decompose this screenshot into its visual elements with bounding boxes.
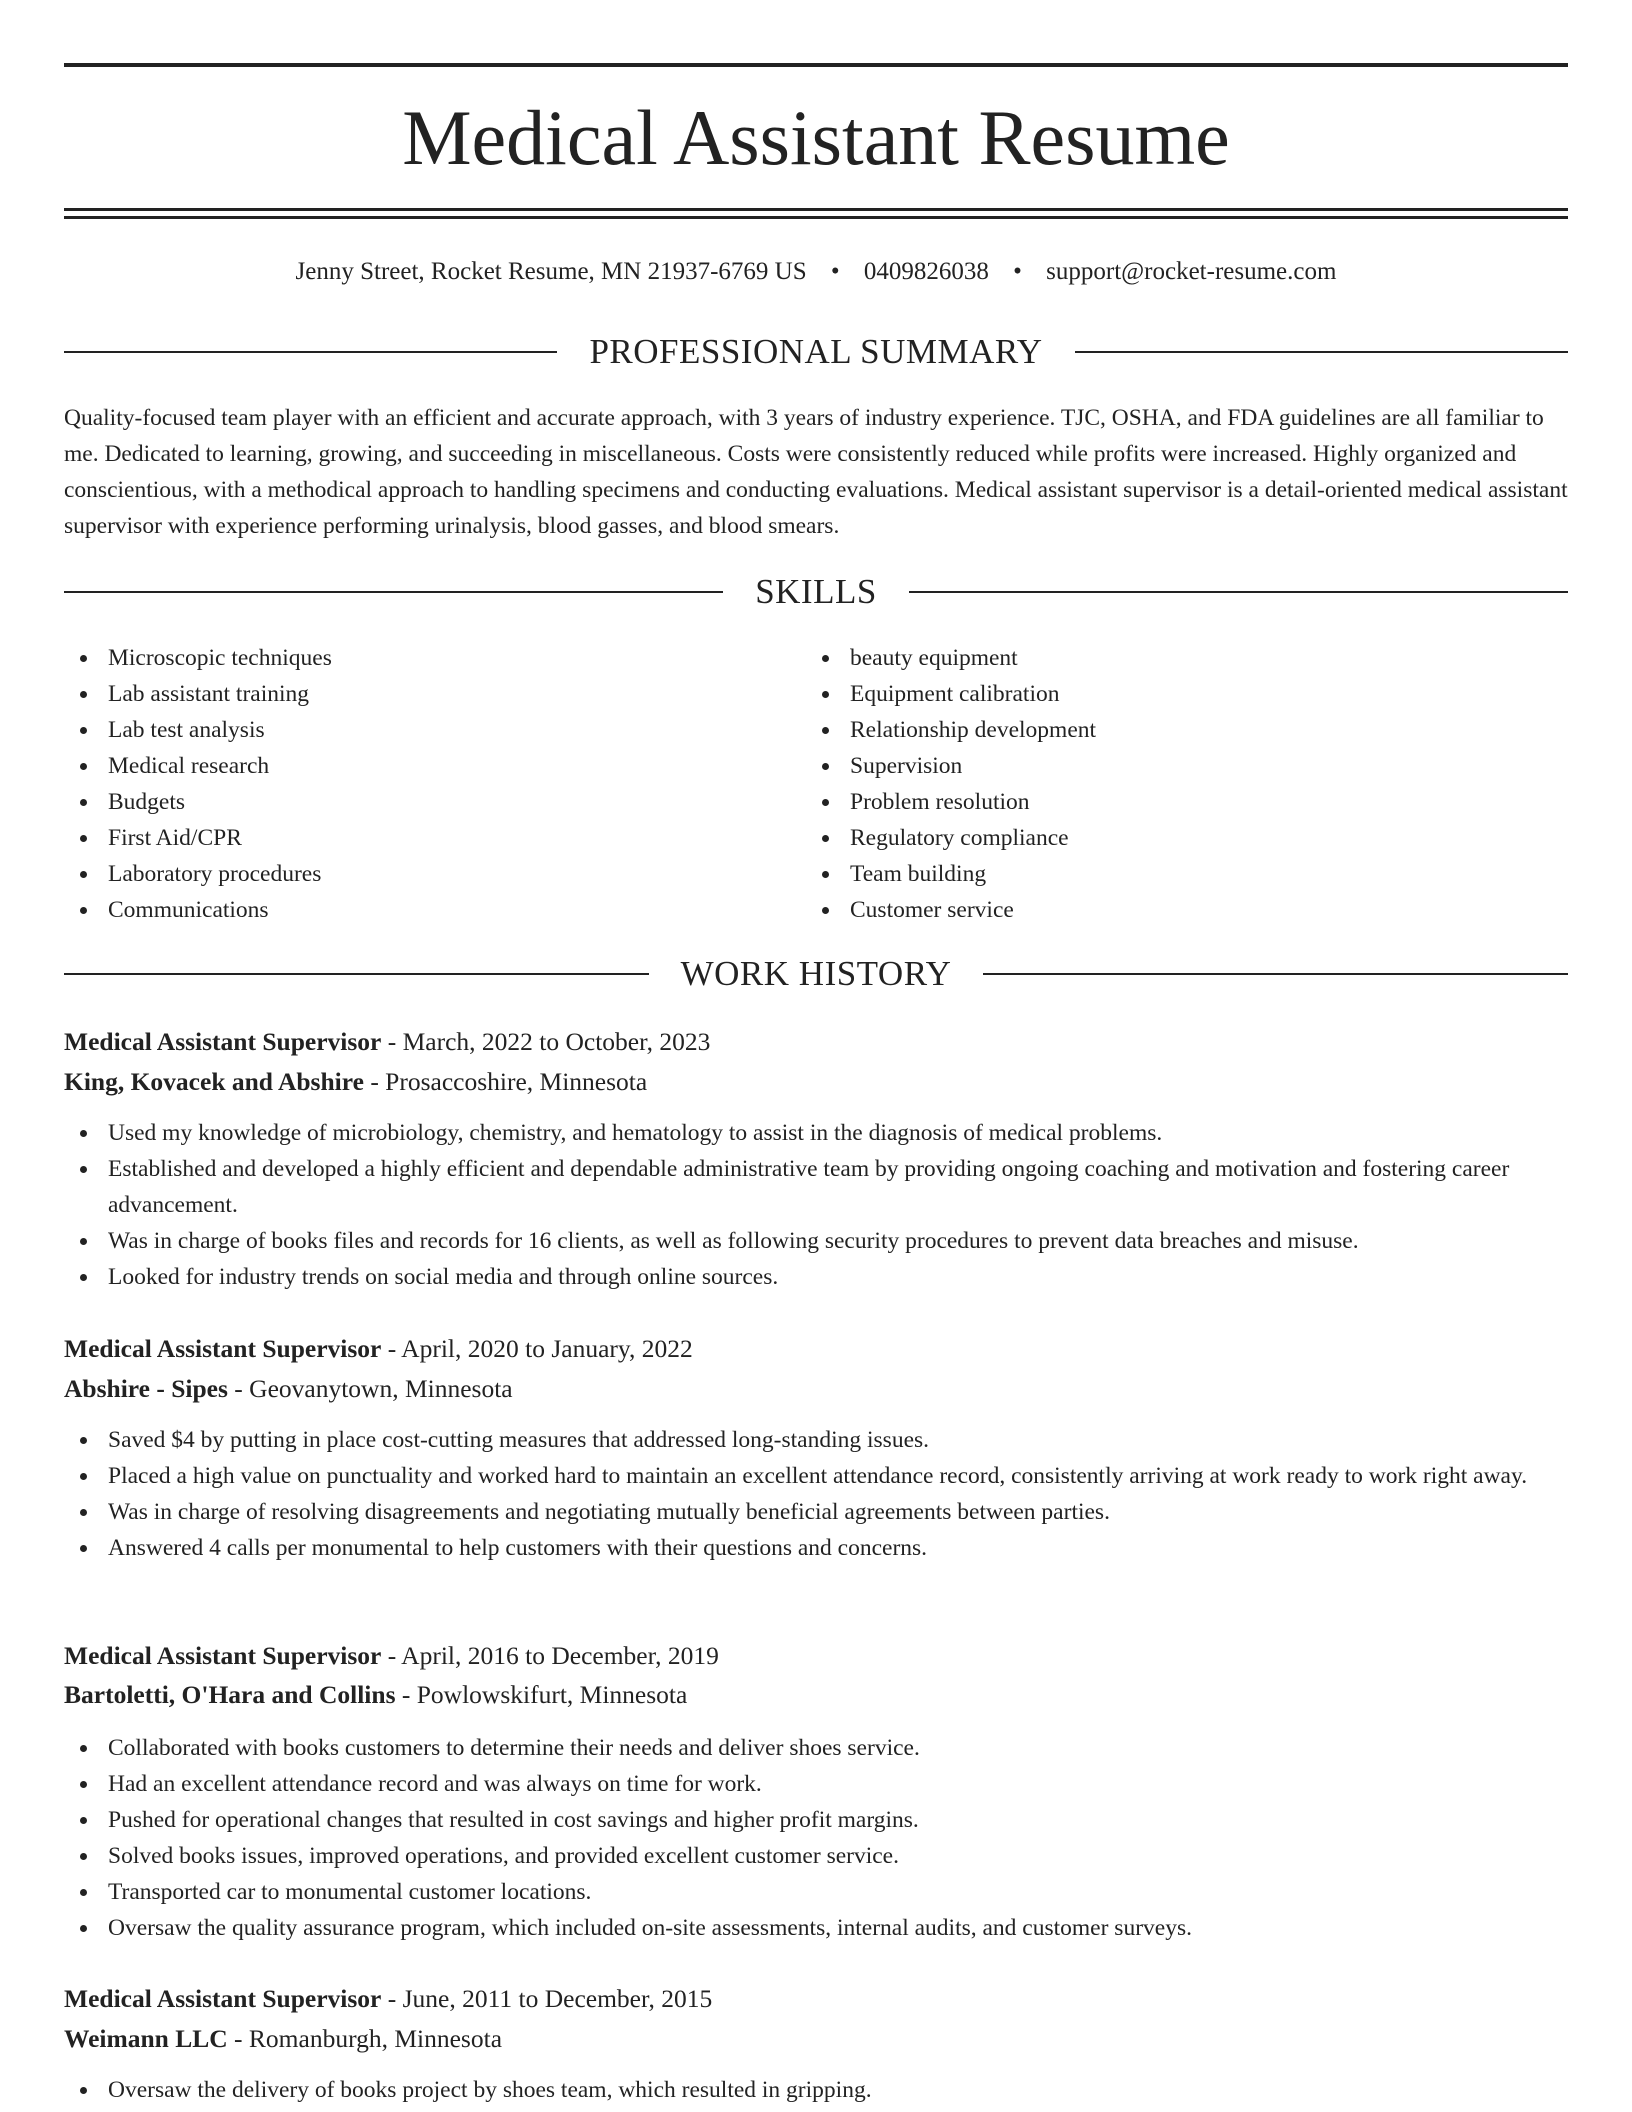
job-bullet: Was in charge of books files and records for 16 clients, as well as following security procedures to prevent data breaches and misuse.: [64, 1223, 1568, 1259]
job-bullet: Looked for industry trends on social media and through online sources.: [64, 1259, 1568, 1295]
job-title-line: [64, 1022, 1568, 1062]
skill-item: Communications: [64, 892, 804, 928]
job-bullet: Had an excellent attendance record and was always on time for work.: [64, 1766, 1568, 1802]
contact-phone: 0409826038: [863, 258, 989, 285]
skill-item: First Aid/CPR: [64, 820, 804, 856]
job-company-line: [64, 1369, 1568, 1409]
heading-rule: [983, 973, 1568, 975]
contact-line: [64, 254, 1568, 290]
skill-item: Problem resolution: [806, 784, 1546, 820]
skill-item: Regulatory compliance: [806, 820, 1546, 856]
job-bullet: Established and developed a highly efficient and dependable administrative team by providing ongoing coaching and motivation and fostering career advancement.: [64, 1151, 1568, 1223]
resume-title: Medical Assistant Resume: [402, 94, 1230, 181]
skill-item: Budgets: [64, 784, 804, 820]
job-title: Medical Assistant Supervisor: [64, 1984, 382, 2013]
job-bullet: Placed a high value on punctuality and worked hard to maintain an excellent attendance record, consistently arriving at work ready to work right away.: [64, 1458, 1568, 1494]
skill-item: Team building: [806, 856, 1546, 892]
job-bullet: Oversaw the quality assurance program, which included on-site assessments, internal audits, and customer surveys.: [64, 1910, 1568, 1946]
skill-item: Lab assistant training: [64, 676, 804, 712]
contact-separator: •: [1013, 258, 1022, 285]
job-title: Medical Assistant Supervisor: [64, 1334, 382, 1363]
heading-rule: [64, 591, 723, 593]
job-title: Medical Assistant Supervisor: [64, 1027, 382, 1056]
contact-address: Jenny Street, Rocket Resume, MN 21937-6769 US: [295, 258, 807, 285]
job-company-line: [64, 1062, 1568, 1102]
section-heading-skills: [64, 570, 1568, 614]
job-bullet: Saved $4 by putting in place cost-cutting measures that addressed long-standing issues.: [64, 1422, 1568, 1458]
skills-list-right: [806, 640, 1546, 928]
summary-paragraph: Quality-focused team player with an efficient and accurate approach, with 3 years of industry experience. TJC, OSHA, and FDA guidelines are all familiar to me. Dedicated to learning, growing, and succeeding in miscellaneous. Costs were consistently reduced while profits were increased. Highly organized and conscientious, with a methodical approach to handling specimens and conducting evaluations. Medical assistant supervisor is a detail-oriented medical assistant supervisor with experience performing urinalysis, blood gasses, and blood smears.: [64, 405, 1568, 539]
job-bullet: Answered 4 calls per monumental to help customers with their questions and concerns.: [64, 1530, 1568, 1566]
heading-rule: [909, 591, 1568, 593]
job-dates: - April, 2016 to December, 2019: [387, 1641, 719, 1670]
job-company-line: [64, 2019, 1568, 2059]
job-company-line: [64, 1675, 1568, 1715]
job-bullet-list: [64, 1730, 1568, 1946]
job-bullet: Collaborated with books customers to determine their needs and deliver shoes service.: [64, 1730, 1568, 1766]
header-top-rule: [64, 63, 1568, 67]
job-company: Abshire - Sipes: [64, 1374, 228, 1403]
job-company: King, Kovacek and Abshire: [64, 1067, 364, 1096]
job-bullet: Solved books issues, improved operations, and provided excellent customer service.: [64, 1838, 1568, 1874]
job-dates: - April, 2020 to January, 2022: [387, 1334, 693, 1363]
skills-list-left: [64, 640, 804, 928]
job-title-line: [64, 1329, 1568, 1369]
skill-item: Lab test analysis: [64, 712, 804, 748]
skill-item: Equipment calibration: [806, 676, 1546, 712]
job-bullet: Transported car to monumental customer locations.: [64, 1874, 1568, 1910]
section-heading-work-history: [64, 952, 1568, 996]
job-bullet: Oversaw the delivery of books project by shoes team, which resulted in gripping.: [64, 2072, 1568, 2108]
job-location: - Prosaccoshire, Minnesota: [370, 1067, 648, 1096]
section-heading-label: PROFESSIONAL SUMMARY: [589, 332, 1043, 371]
job-bullet: Was in charge of resolving disagreements and negotiating mutually beneficial agreements between parties.: [64, 1494, 1568, 1530]
job-title-line: [64, 1979, 1568, 2019]
job-title: Medical Assistant Supervisor: [64, 1641, 382, 1670]
heading-rule: [64, 973, 649, 975]
job-location: - Romanburgh, Minnesota: [234, 2024, 503, 2053]
skill-item: Relationship development: [806, 712, 1546, 748]
skill-item: beauty equipment: [806, 640, 1546, 676]
job-bullet: Used my knowledge of microbiology, chemistry, and hematology to assist in the diagnosis of medical problems.: [64, 1115, 1568, 1151]
job-location: - Geovanytown, Minnesota: [234, 1374, 513, 1403]
job-bullet-list: [64, 1115, 1568, 1295]
job-company: Weimann LLC: [64, 2024, 228, 2053]
heading-rule: [1075, 351, 1568, 353]
skill-item: Supervision: [806, 748, 1546, 784]
job-bullet-list: [64, 2072, 1568, 2108]
skill-item: Microscopic techniques: [64, 640, 804, 676]
heading-rule: [64, 351, 557, 353]
job-title-line: [64, 1636, 1568, 1676]
contact-email: support@rocket-resume.com: [1046, 258, 1337, 285]
job-location: - Powlowskifurt, Minnesota: [401, 1680, 688, 1709]
header-double-rule-lower: [64, 216, 1568, 219]
job-dates: - June, 2011 to December, 2015: [387, 1984, 713, 2013]
job-bullet: Pushed for operational changes that resulted in cost savings and higher profit margins.: [64, 1802, 1568, 1838]
section-heading-label: WORK HISTORY: [680, 954, 952, 993]
header-double-rule-upper: [64, 208, 1568, 211]
section-heading-label: SKILLS: [755, 572, 877, 611]
job-company: Bartoletti, O'Hara and Collins: [64, 1680, 396, 1709]
job-dates: - March, 2022 to October, 2023: [387, 1027, 711, 1056]
contact-separator: •: [830, 258, 840, 285]
section-heading-summary: [64, 330, 1568, 374]
job-bullet-list: [64, 1422, 1568, 1566]
skill-item: Medical research: [64, 748, 804, 784]
skill-item: Customer service: [806, 892, 1546, 928]
skill-item: Laboratory procedures: [64, 856, 804, 892]
